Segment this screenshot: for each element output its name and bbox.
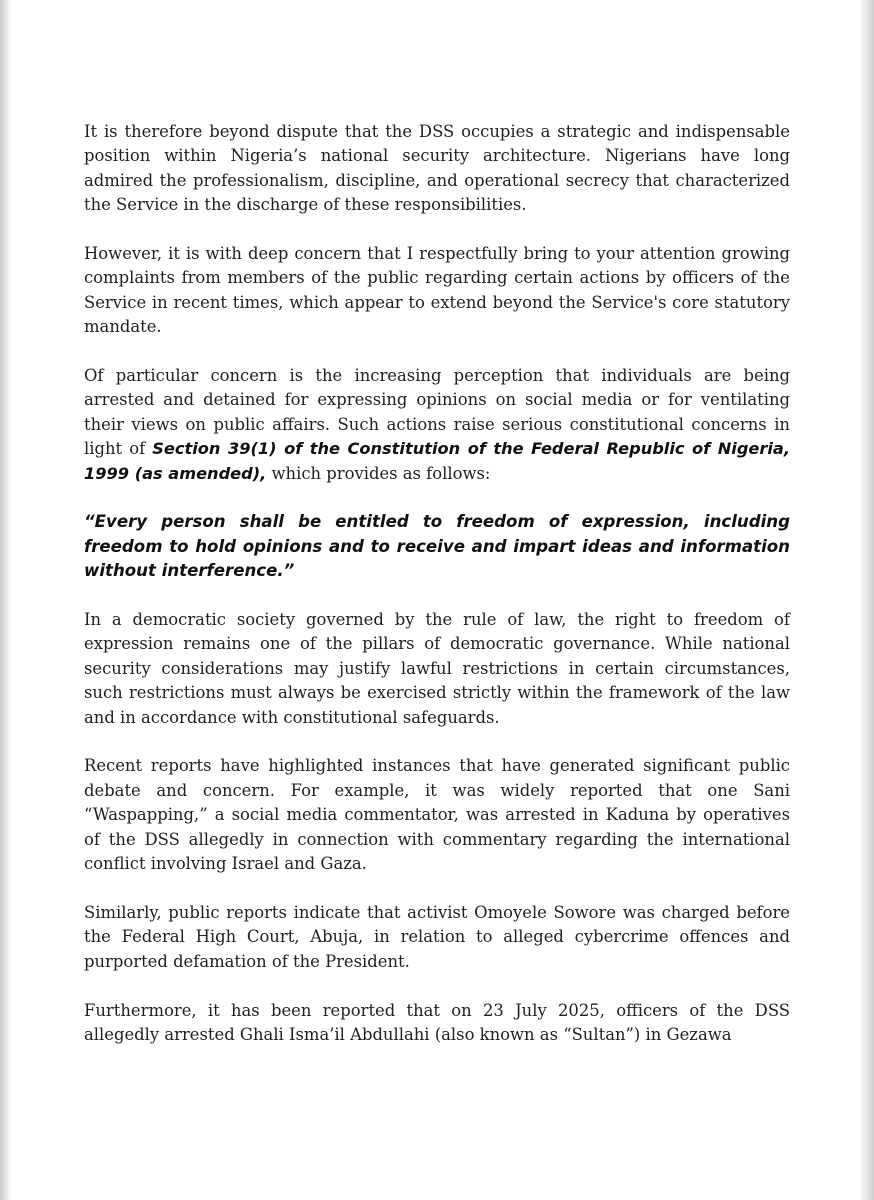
section-39-quote: “Every person shall be entitled to freedom of expression, including freedom to hold opinions and to receive and impart ideas and information without interference.” — [84, 512, 790, 581]
page-edge-left — [0, 0, 12, 1200]
paragraph-recent-reports: Recent reports have highlighted instances that have generated significant public debate and concern. For example, it was widely reported that one Sani “Waspapping,” a social media commentator, was arrested in Kaduna by operatives of the DSS allegedly in connection with commentary regarding the international conflict involving Israel and Gaza. — [84, 756, 790, 874]
concern-text-after: which provides as follows: — [266, 463, 491, 483]
concern-text-before: Of particular concern is the increasing perception that individuals are being arrested and detained for expressing opinions on social media or for ventilating their views on public affairs. Such actions raise serious constitutional concerns in light of — [84, 366, 790, 459]
paragraph-sowore-report: Similarly, public reports indicate that activist Omoyele Sowore was charged before the Federal High Court, Abuja, in relation to alleged cybercrime offences and purported defamation of the President. — [84, 902, 790, 971]
paragraph-gezawa-arrest: Furthermore, it has been reported that on 23 July 2025, officers of the DSS allegedly arrested Ghali Isma’il Abdullahi (also known as “Sultan”) in Gezawa — [84, 1000, 790, 1044]
paragraph-dss-position: It is therefore beyond dispute that the DSS occupies a strategic and indispensable position within Nigeria’s national security architecture. Nigerians have long admired the professionalism, discipline, and operational secrecy that characterized the Service in the discharge of these responsibilities. — [84, 122, 790, 215]
paragraph-democratic-society: In a democratic society governed by the rule of law, the right to freedom of expression remains one of the pillars of democratic governance. While national security considerations may justify lawful restrictions in certain circumstances, such restrictions must always be exercised strictly within the framework of the law and in accordance with constitutional safeguards. — [84, 610, 790, 727]
paragraph-constitutional-concern — [84, 364, 790, 486]
section-39-citation: Section 39(1) of the Constitution of the Federal Republic of Nigeria, 1999 (as amended), — [84, 439, 790, 483]
page-edge-right — [858, 0, 874, 1200]
paragraph-public-complaints: However, it is with deep concern that I respectfully bring to your attention growing complaints from members of the public regarding certain actions by officers of the Service in recent times, which appear to extend beyond the Service's core statutory mandate. — [84, 244, 790, 337]
document-page — [84, 120, 790, 1047]
